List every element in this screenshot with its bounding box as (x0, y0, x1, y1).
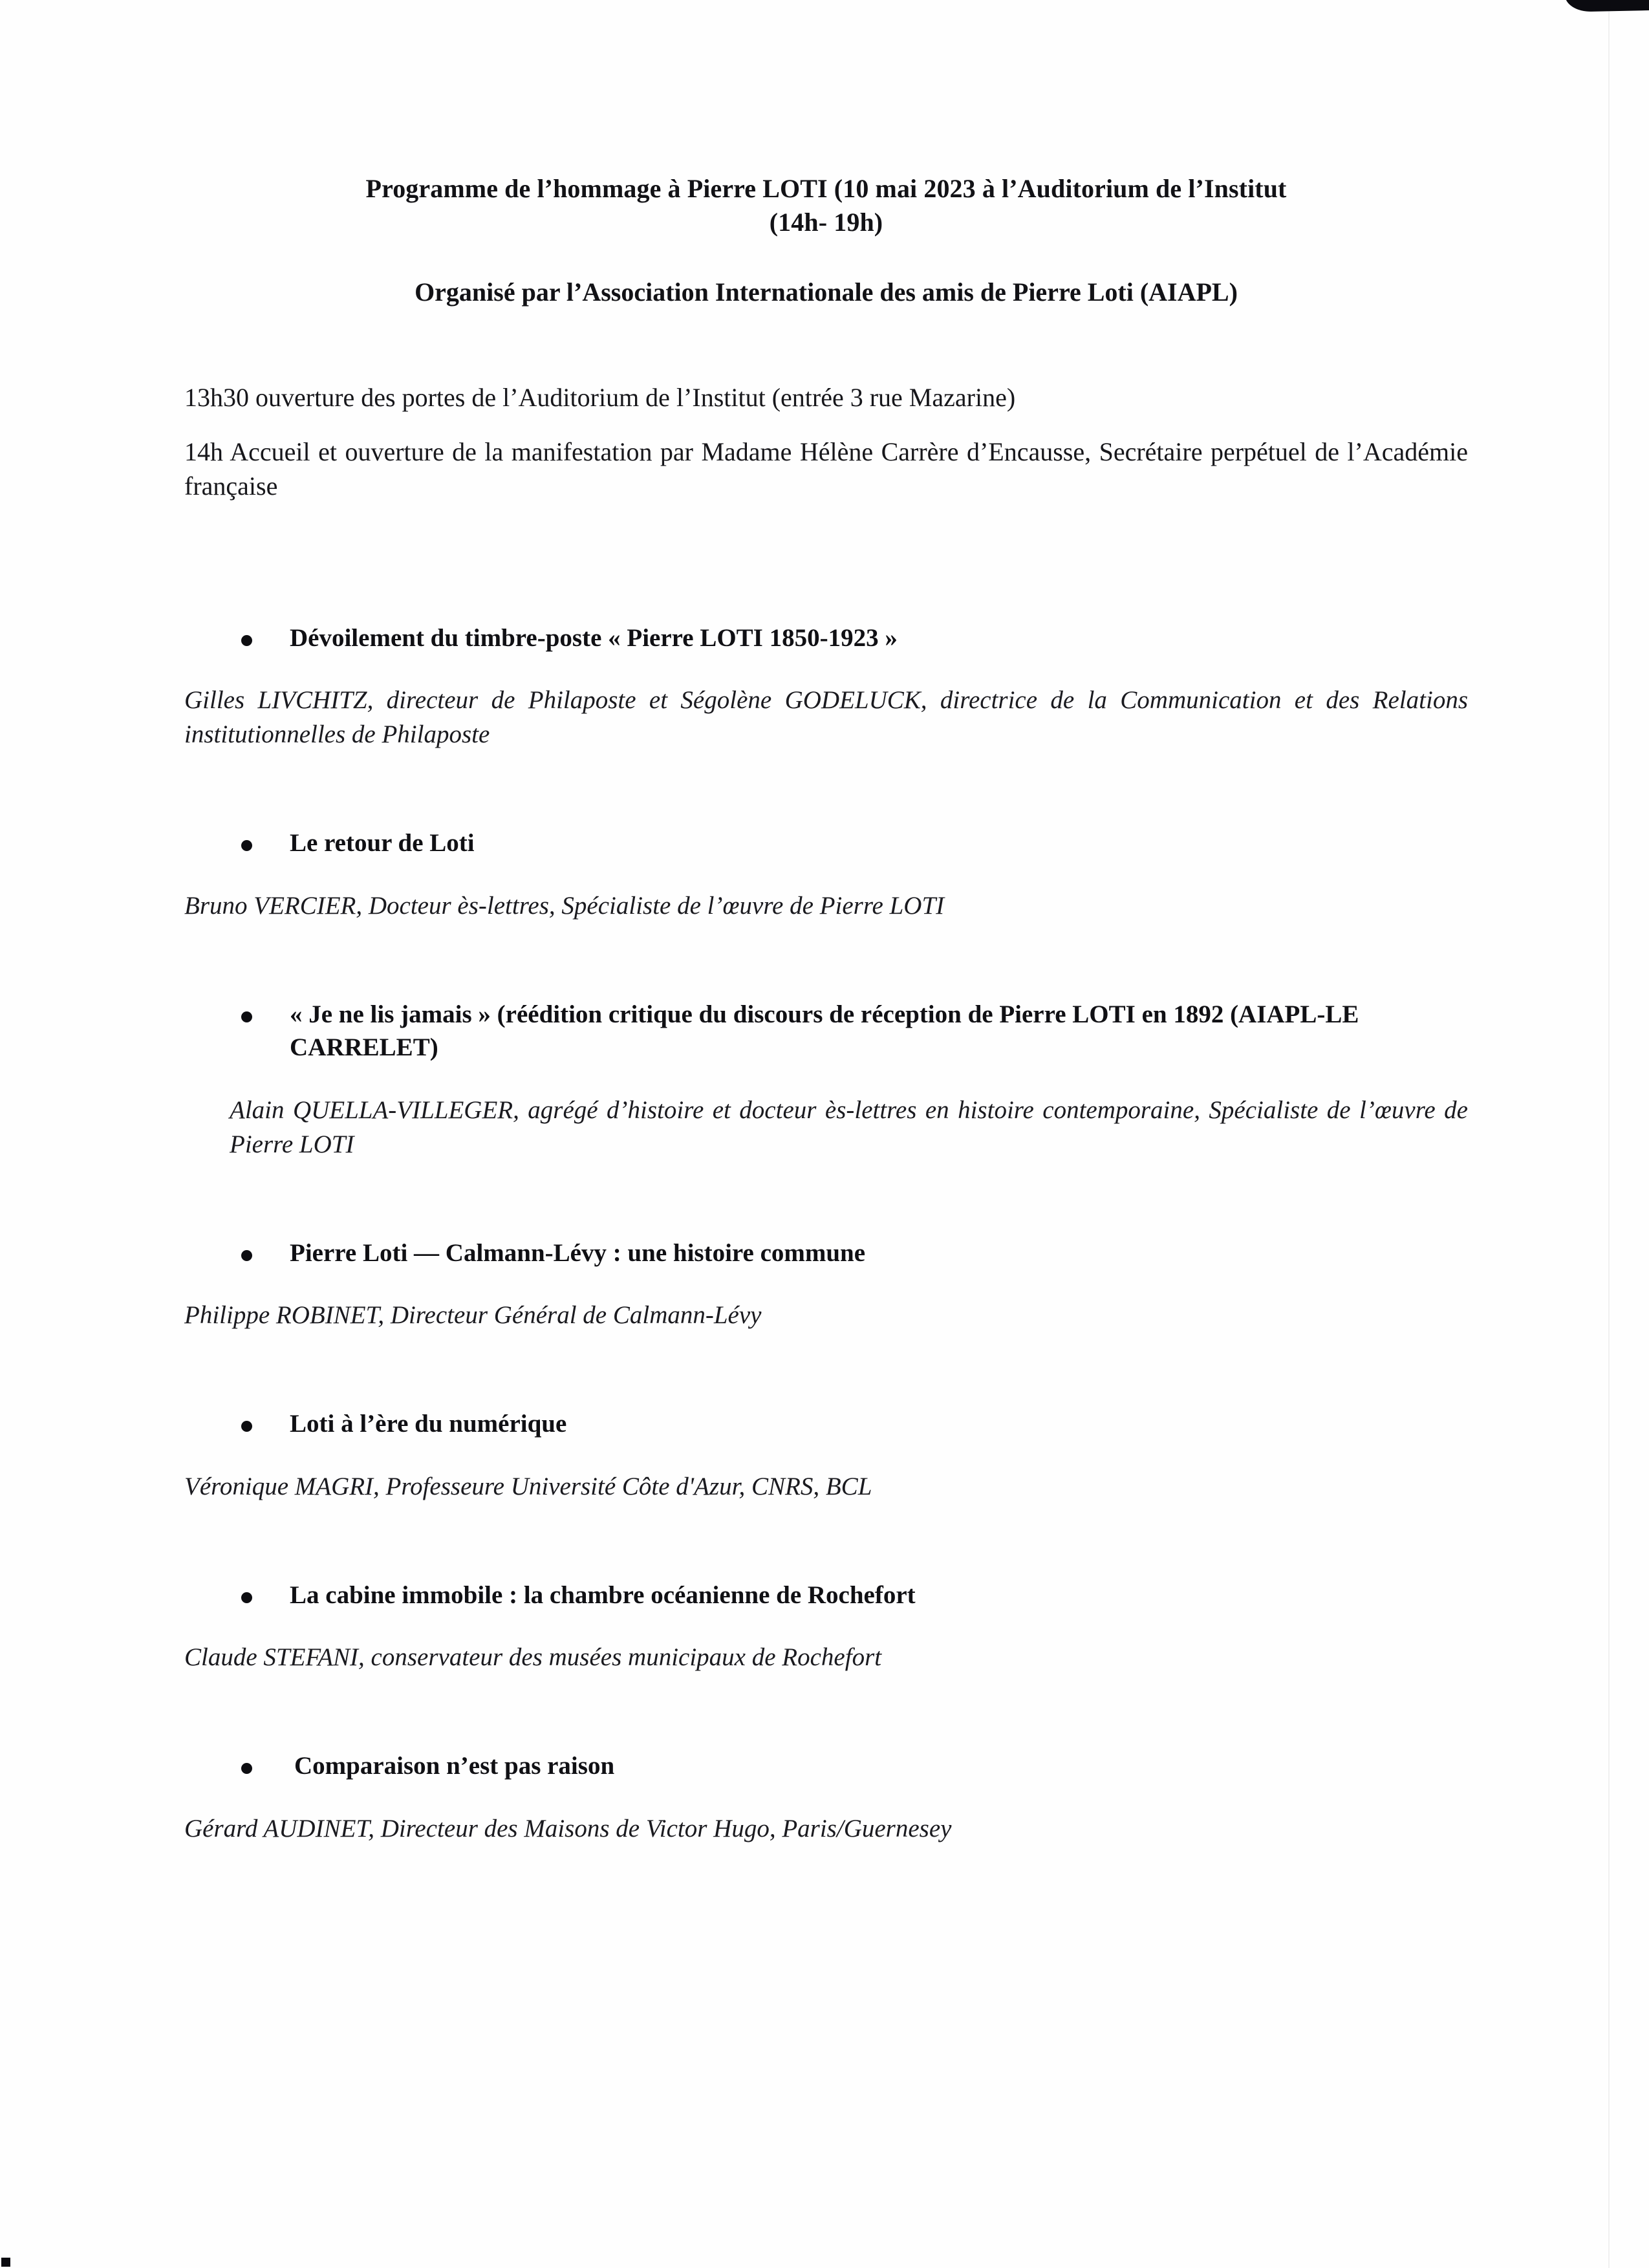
programme-item-title: Loti à l’ère du numérique (290, 1410, 567, 1438)
list-item (184, 998, 1468, 1161)
intro-block (184, 380, 1468, 504)
programme-item-title: Pierre Loti — Calmann-Lévy : une histoire commune (290, 1238, 866, 1267)
document-body (184, 0, 1468, 1871)
paper-right-edge-line (1608, 0, 1610, 2268)
programme-item-title: Comparaison n’est pas raison (294, 1752, 615, 1780)
programme-item-heading (184, 826, 1468, 859)
list-item (184, 1407, 1468, 1504)
list-item (184, 1579, 1468, 1675)
programme-item-heading (184, 998, 1468, 1064)
programme-item-title: Dévoilement du timbre-poste « Pierre LOTI 1850-1923 » (290, 623, 898, 652)
bullet-icon (241, 1421, 252, 1432)
programme-item-heading (184, 621, 1468, 654)
programme-item-speaker: Bruno VERCIER, Docteur ès-lettres, Spécialiste de l’œuvre de Pierre LOTI (184, 891, 945, 920)
intro-doors-opening: 13h30 ouverture des portes de l’Auditorium de l’Institut (entrée 3 rue Mazarine) (184, 383, 1016, 412)
programme-item-heading (184, 1407, 1468, 1440)
scan-artifact-bottom-left (1, 2258, 10, 2267)
programme-item-speaker: Véronique MAGRI, Professeure Université Côte d'Azur, CNRS, BCL (184, 1472, 872, 1500)
programme-item-heading (184, 1749, 1468, 1782)
list-item (184, 826, 1468, 923)
page-subtitle: Organisé par l’Association Internationale des amis de Pierre Loti (AIAPL) (415, 277, 1238, 307)
title-block (184, 172, 1468, 309)
bullet-icon (241, 635, 252, 646)
programme-item-heading (184, 1237, 1468, 1269)
programme-item-title: La cabine immobile : la chambre océanienne de Rochefort (290, 1581, 916, 1609)
programme-item-title: « Je ne lis jamais » (réédition critique du discours de réception de Pierre LOTI en 1892 (AIAPL-LE CARRELET) (290, 1000, 1359, 1062)
programme-item-speaker: Gilles LIVCHITZ, directeur de Philaposte et Ségolène GODELUCK, directrice de la Communication et des Relations institutionnelles de Philaposte (184, 686, 1468, 749)
programme-list (184, 621, 1468, 1846)
bullet-icon (241, 1763, 252, 1774)
programme-item-title: Le retour de Loti (290, 829, 475, 858)
list-item (184, 1237, 1468, 1333)
list-item (184, 621, 1468, 752)
programme-item-heading (184, 1579, 1468, 1612)
programme-item-speaker: Claude STEFANI, conservateur des musées municipaux de Rochefort (184, 1643, 882, 1672)
programme-item-speaker: Alain QUELLA-VILLEGER, agrégé d’histoire et docteur ès-lettres en histoire contemporaine, Spécialiste de l’œuvre de Pierre LOTI (230, 1096, 1468, 1158)
bullet-icon (241, 1250, 252, 1261)
bullet-icon (241, 840, 252, 851)
page-title: Programme de l’hommage à Pierre LOTI (10 mai 2023 à l’Auditorium de l’Institut (365, 174, 1287, 203)
page-title-hours: (14h- 19h) (769, 208, 883, 237)
programme-item-speaker: Gérard AUDINET, Directeur des Maisons de Victor Hugo, Paris/Guernesey (184, 1814, 952, 1842)
intro-welcome: 14h Accueil et ouverture de la manifestation par Madame Hélène Carrère d’Encausse, Secrétaire perpétuel de l’Académie française (184, 437, 1468, 501)
bullet-icon (241, 1592, 252, 1603)
list-item (184, 1749, 1468, 1846)
bullet-icon (241, 1011, 252, 1022)
programme-item-speaker: Philippe ROBINET, Directeur Général de Calmann-Lévy (184, 1301, 762, 1330)
